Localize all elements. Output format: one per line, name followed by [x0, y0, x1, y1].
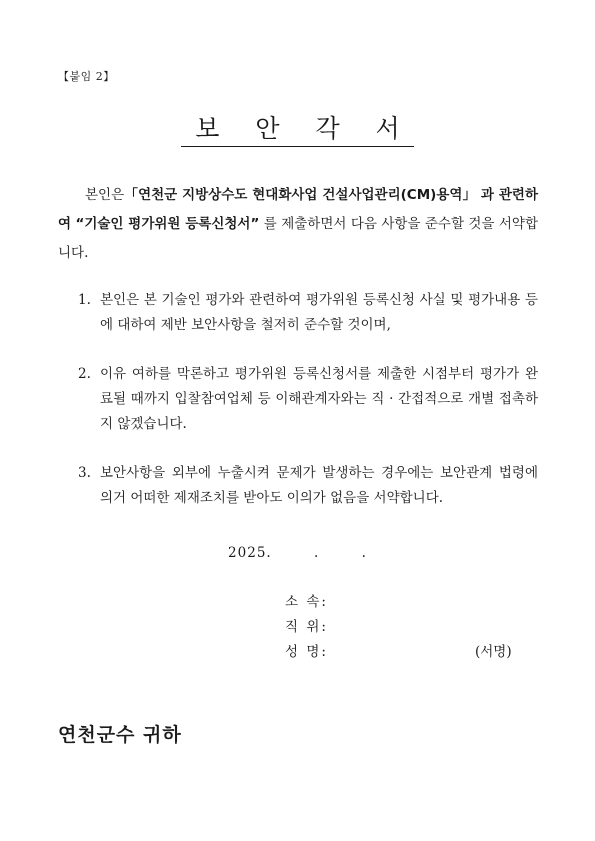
signature-mark: (서명)	[475, 644, 512, 660]
affiliation-label: 소 속:	[285, 594, 328, 610]
form-name: “기술인 평가위원 등록신청서”	[75, 216, 260, 232]
position-row	[285, 615, 512, 640]
pledge-text: 이유 여하를 막론하고 평가위원 등록신청서를 제출한 시점부터 평가가 완료될 때까지 입찰참여업체 등 이해관계자와는 직 · 간접적으로 개별 접촉하지 않겠습니다.	[100, 366, 538, 432]
recipient: 연천군수 귀하	[58, 724, 182, 746]
intro-prefix: 본인은	[85, 187, 125, 203]
affiliation-row	[285, 590, 512, 615]
intro-middle: 과 관련하여	[58, 187, 538, 232]
position-label: 직 위:	[285, 619, 328, 635]
document-title: 보 안 각 서	[181, 112, 413, 147]
signature-block	[285, 590, 512, 665]
pledge-item	[78, 362, 538, 437]
attachment-label: 【붙임 2】	[58, 70, 115, 83]
pledge-number: 1.	[78, 292, 91, 308]
pledge-text: 본인은 본 기술인 평가와 관련하여 평가위원 등록신청 사실 및 평가내용 등에 대하여 제반 보안사항을 철저히 준수할 것이며,	[100, 292, 538, 333]
pledge-list	[78, 288, 538, 535]
pledge-number: 2.	[78, 366, 91, 382]
project-name: 「연천군 지방상수도 현대화사업 건설사업관리(CM)용역」	[124, 187, 477, 203]
intro-suffix: 를 제출하면서 다음 사항을 준수할 것을 서약합니다.	[58, 216, 539, 261]
name-label: 성 명:	[285, 644, 328, 660]
pledge-item	[78, 288, 538, 338]
date-line: 2025. . .	[228, 545, 367, 561]
pledge-number: 3.	[78, 465, 91, 481]
document-title-wrap	[0, 112, 595, 147]
intro-paragraph	[58, 181, 538, 268]
name-row	[285, 640, 512, 665]
pledge-text: 보안사항을 외부에 누출시켜 문제가 발생하는 경우에는 보안관계 법령에 의거 어떠한 제재조치를 받아도 이의가 없음을 서약합니다.	[100, 465, 538, 506]
pledge-item	[78, 461, 538, 511]
